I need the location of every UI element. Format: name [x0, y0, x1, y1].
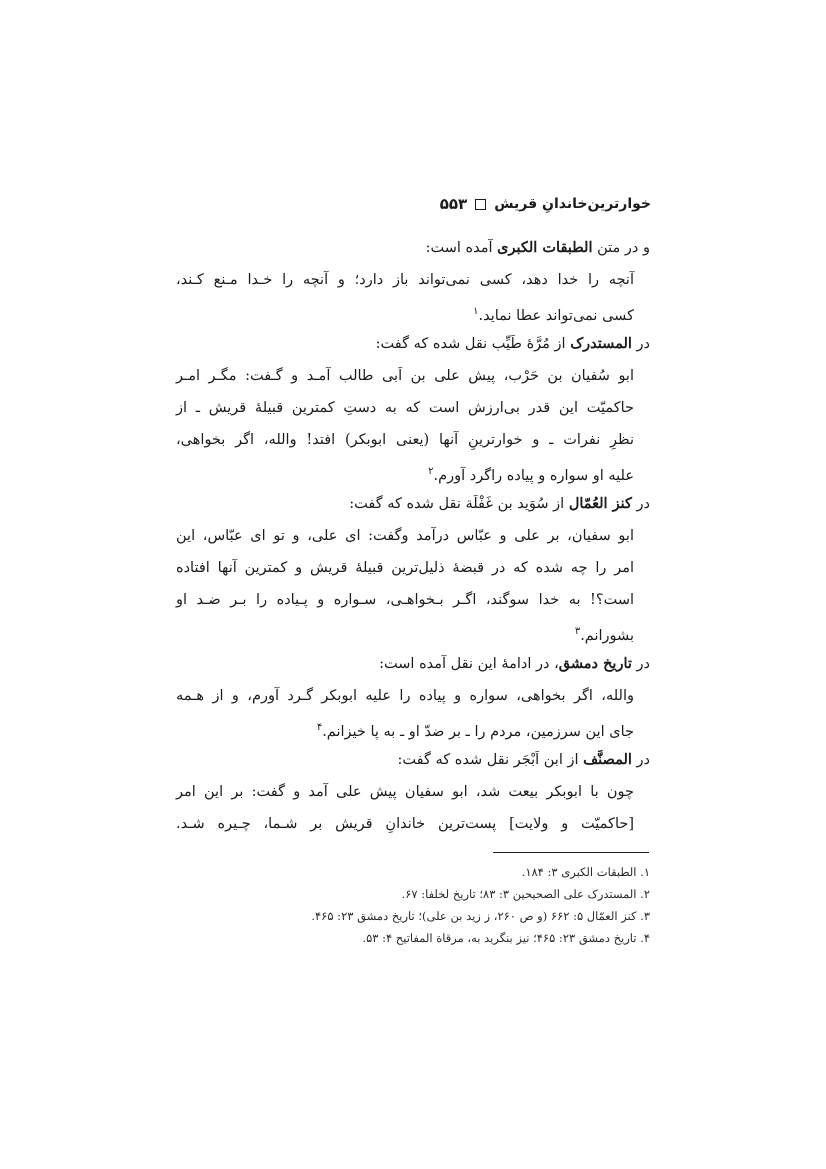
quote-line: ابو سُفیان بن حَرْب، پیش علی بن اَبی طالب آمـد و گـفت: مگـر امـر — [176, 368, 634, 384]
footnote-marker: ۲ — [428, 466, 434, 477]
source-title: تاریخ دمشق — [558, 655, 632, 672]
source-title: کنز العُمّال — [568, 495, 632, 512]
footnote-marker: ۴ — [316, 722, 323, 733]
quote-line: آنچه را خدا دهد، کسی نمی‌تواند باز دارد؛ و آنچه را خـدا مـنع کـند، — [176, 272, 634, 288]
source-intro-musannaf: در المصنَّف از ابن اَبْجَر نقل شده که گفت: — [397, 751, 650, 768]
source-intro-mustadrak: در المستدرک از مُرَّهٔ طَیِّب نقل شده که گفت: — [375, 335, 650, 352]
source-intro-dimashq: در تاریخ دمشق، در ادامهٔ این نقل آمده است: — [379, 655, 650, 672]
quote-line: چون با ابوبکر بیعت شد، ابو سفیان پیش علی آمد و گفت: بر این امر — [176, 784, 634, 800]
running-title: خوارترین‌خاندانِ قریش — [494, 196, 651, 212]
quote-line: علیه او سواره و پیاده راگرد آورم.$^۲$ — [428, 466, 634, 484]
footnote: ۴. تاریخ دمشق ۲۳: ۴۶۵؛ نیز بنگرید به، مرقاة المفاتیح ۴: ۵۳. — [362, 931, 650, 945]
source-title: المستدرک — [570, 335, 632, 352]
source-title: المصنَّف — [583, 751, 632, 768]
footnote: ۳. کنز العمّال ۵: ۶۶۲ (و ص ۲۶۰، ز زید بن علی)؛ تاریخ دمشق ۲۳: ۴۶۵. — [311, 909, 650, 923]
quote-line: نظرِ نفرات ـ و خوارترینِ آنها (یعنی ابوبکر) افتد! والله، اگر بخواهی، — [176, 432, 634, 448]
page-number: ۵۵۳ — [439, 195, 468, 213]
source-intro-tabaqat: و در متن الطبقات الکبری آمده است: — [425, 239, 650, 256]
running-header — [175, 192, 651, 216]
quote-line: ابو سفیان، بر علی و عبّاس درآمد وگفت: ای علی، و تو ای عبّاس، این — [176, 528, 634, 544]
source-title: الطبقات الکبری — [497, 239, 593, 256]
footnote-divider — [493, 852, 649, 853]
quote-line: جای این سرزمین، مردم را ـ بر ضدّ او ـ به پا خیزانم.$^۴$ — [316, 722, 634, 740]
quote-line: حاکمیّت این قدر بی‌ارزش است که به دستِ کمترین قبیلهٔ قریش ـ از — [176, 400, 634, 416]
quote-line: والله، اگر بخواهی، سواره و پیاده را علیه ابوبکر گـرد آورم، و از هـمه — [176, 688, 634, 704]
quote-line: کسی نمی‌تواند عطا نماید.$^۱$ — [473, 306, 634, 324]
footnote-marker: ۳ — [574, 626, 581, 637]
footnote-marker: ۱ — [473, 306, 479, 317]
quote-line: است؟! به خدا سوگند، اگـر بـخواهـی، سـواره و پـیاده را بـر ضـد او — [176, 592, 634, 608]
quote-line: بشورانم.$^۳$ — [574, 626, 634, 644]
source-intro-kanz: در کنز العُمّال از سُوَید بن غَفْلَة نقل شده که گفت: — [349, 495, 650, 512]
footnote: ۱. الطبقات الکبری ۳: ۱۸۴. — [521, 865, 650, 879]
square-bullet-icon — [475, 199, 486, 210]
quote-line: [حاکمیّت و ولایت] پست‌ترین خاندانِ قریش بر شـما، چـیره شـد. — [176, 816, 634, 832]
quote-line: امر را چه شده که در قبضهٔ ذلیل‌ترین قبیلهٔ قریش و کمترین آنها افتاده — [176, 560, 634, 576]
footnote: ۲. المستدرک علی الصحیحین ۳: ۸۳؛ تاریخ لخلفا: ۶۷. — [401, 887, 650, 901]
